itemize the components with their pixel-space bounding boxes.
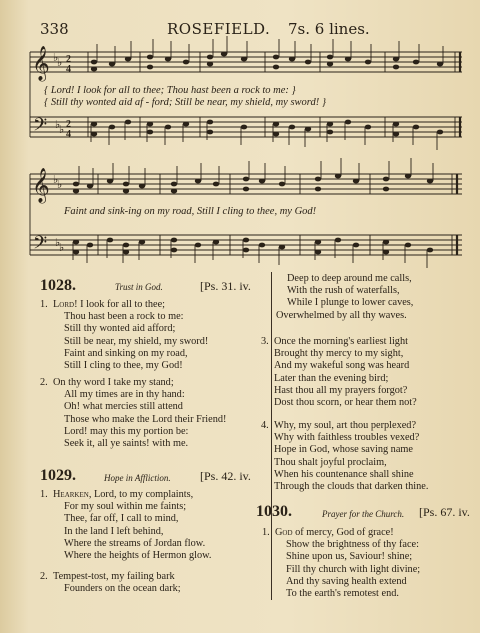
svg-text:2: 2 xyxy=(66,54,71,65)
hymn-subtitle: Trust in God. xyxy=(115,282,163,292)
music-lyrics-system-2: Faint and sink-ing on my road, Still I cling to thee, my God! xyxy=(64,206,317,217)
stanza-line: Once the morning's earliest light xyxy=(274,336,408,347)
stanza-line: Later than the evening bird; xyxy=(274,372,389,384)
stanza-line: Thou shalt joyful proclaim, xyxy=(274,456,387,468)
svg-text:4: 4 xyxy=(66,129,71,140)
stanza-number: 2. xyxy=(40,377,48,388)
stanza-line xyxy=(53,299,208,311)
stanza-first-word: Lord xyxy=(53,299,75,310)
stanza-number: 3. xyxy=(261,336,269,347)
stanza-line: Thou hast been a rock to me: xyxy=(64,311,184,323)
music-notation xyxy=(0,0,480,272)
stanza-line: Founders on the ocean dark; xyxy=(64,583,181,595)
stanza xyxy=(40,377,227,450)
stanza-line: Those who make the Lord their Friend! xyxy=(64,413,227,425)
svg-text:𝄞: 𝄞 xyxy=(32,168,50,203)
stanza-line: Still be near, my shield, my sword! xyxy=(64,335,209,347)
stanza xyxy=(262,527,421,600)
stanza-line: Hope in God, whose saving name xyxy=(274,444,413,456)
stanza-line: On thy word I take my stand; xyxy=(53,377,174,388)
meter-label: 7s. 6 lines. xyxy=(288,20,370,38)
stanza-line: And thy saving health extend xyxy=(286,575,407,587)
stanza-line: Why, my soul, art thou perplexed? xyxy=(274,420,417,431)
stanza xyxy=(276,273,413,322)
stanza-line: Hast thou all my prayers forgot? xyxy=(274,384,408,396)
stanza-line xyxy=(53,489,211,501)
hymn-number: 1030. xyxy=(256,503,292,520)
stanza xyxy=(40,489,212,562)
stanza-line: To the earth's remotest end. xyxy=(286,588,399,600)
stanza-line: Brought thy mercy to my sight, xyxy=(274,348,404,360)
stanza-line: In the land I left behind, xyxy=(64,525,164,537)
svg-text:𝄞: 𝄞 xyxy=(32,46,50,81)
stanza-line: Show the brightness of thy face: xyxy=(286,539,419,551)
stanza-line: All my times are in thy hand: xyxy=(64,389,185,401)
stanza xyxy=(40,299,209,372)
stanza-number: 1. xyxy=(40,489,48,500)
stanza-line: Where the heights of Hermon glow. xyxy=(64,550,212,562)
stanza-first-word: God xyxy=(275,527,293,538)
psalm-reference: [Ps. 31. iv. xyxy=(200,279,251,293)
svg-text:♭: ♭ xyxy=(57,179,63,191)
stanza-line: When his countenance shall shine xyxy=(274,468,414,480)
stanza-number: 4. xyxy=(261,420,269,431)
stanza-line: While I plunge to lower caves, xyxy=(287,297,414,309)
svg-text:♭: ♭ xyxy=(55,237,61,249)
psalm-reference: [Ps. 67. iv. xyxy=(419,505,470,519)
svg-text:♭: ♭ xyxy=(53,52,59,64)
psalm-reference: [Ps. 42. iv. xyxy=(200,469,251,483)
stanza-line: Where the streams of Jordan flow. xyxy=(64,537,206,549)
stanza-line: Still I cling to thee, my God! xyxy=(64,360,183,372)
stanza-line: Thee, far off, I call to mind, xyxy=(64,513,179,525)
stanza-line: Fill thy church with light divine; xyxy=(286,563,421,575)
stanza-line: Shine upon us, Saviour! shine; xyxy=(286,551,413,563)
stanza xyxy=(261,420,429,493)
hymn-number: 1028. xyxy=(40,277,76,294)
stanza-line: With the rush of waterfalls, xyxy=(287,285,400,297)
stanza-number: 2. xyxy=(40,571,48,582)
stanza-line xyxy=(275,527,420,539)
stanza-line-text: of mercy, God of grace! xyxy=(292,527,394,538)
stanza-line: Why with faithless troubles vexed? xyxy=(274,432,420,444)
svg-text:♭: ♭ xyxy=(57,57,63,69)
svg-text:♭: ♭ xyxy=(55,119,61,131)
stanza-line-text: ! I look for all to thee; xyxy=(74,299,166,310)
stanza xyxy=(40,571,181,595)
stanza-number: 1. xyxy=(40,299,48,310)
stanza xyxy=(261,336,417,409)
svg-text:♭: ♭ xyxy=(59,242,65,254)
music-lyrics-line-1: { Lord! I look for all to thee; Thou hast been a rock to me: } xyxy=(44,85,296,96)
stanza-number: 1. xyxy=(262,527,270,538)
hymn-subtitle: Prayer for the Church. xyxy=(322,509,405,519)
stanza-line: Lord! may this my portion be: xyxy=(64,425,189,437)
stanza-line: For my soul within me faints; xyxy=(64,501,187,513)
hymn-number: 1029. xyxy=(40,467,76,484)
stanza-line: And my wakeful song was heard xyxy=(274,360,410,372)
svg-text:4: 4 xyxy=(66,64,71,75)
stanza-line: Through the clouds that darken thine. xyxy=(274,481,429,493)
stanza-line: Tempest-tost, my failing bark xyxy=(53,571,175,582)
hymn-subtitle: Hope in Affliction. xyxy=(104,473,171,483)
svg-text:2: 2 xyxy=(66,119,71,130)
svg-text:𝄢: 𝄢 xyxy=(33,233,48,258)
stanza-line: Oh! what mercies still attend xyxy=(64,401,183,413)
stanza-line-text: , Lord, to my complaints, xyxy=(88,489,194,500)
svg-text:♭: ♭ xyxy=(59,124,65,136)
stanza-line: Deep to deep around me calls, xyxy=(287,273,412,284)
stanza-line: Dost thou scorn, or hear them not? xyxy=(274,397,417,409)
tune-name: ROSEFIELD. xyxy=(167,20,271,38)
stanza-first-word: Hearken xyxy=(53,489,89,500)
svg-text:𝄢: 𝄢 xyxy=(33,115,48,140)
music-lyrics-line-2: { Still thy wonted aid af - ford; Still be near, my shield, my sword! } xyxy=(44,97,327,108)
page-number: 338 xyxy=(40,20,69,38)
stanza-line: Faint and sinking on my road, xyxy=(64,347,188,359)
stanza-line: Still thy wonted aid afford; xyxy=(64,323,176,335)
column-divider xyxy=(271,272,272,600)
stanza-line: Overwhelmed by all thy waves. xyxy=(276,309,407,321)
stanza-line: Seek it, all ye saints! with me. xyxy=(64,438,189,450)
svg-text:♭: ♭ xyxy=(53,174,59,186)
